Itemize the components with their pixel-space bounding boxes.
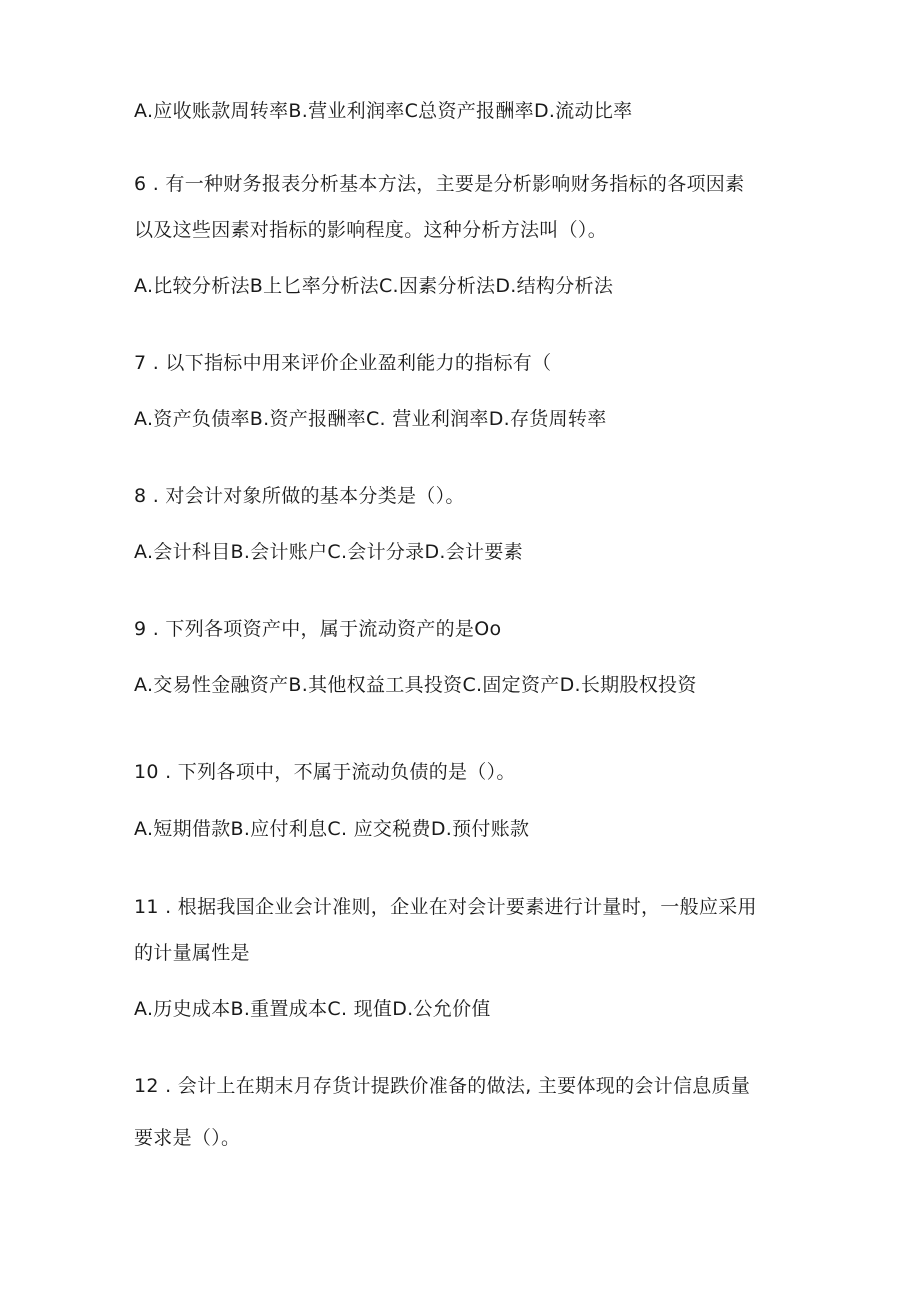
q9-stem: 9 . 下列各项资产中，属于流动资产的是Oo [134, 618, 502, 640]
q6-stem-line-1: 6 . 有一种财务报表分析基本方法，主要是分析影响财务指标的各项因素 [134, 173, 745, 195]
q12-stem-line-1: 12 . 会计上在期末月存货计提跌价准备的做法, 主要体现的会计信息质量 [134, 1075, 751, 1097]
q10-options: A.短期借款B.应付利息C. 应交税费D.预付账款 [134, 818, 530, 840]
q11-stem-line-1: 11 . 根据我国企业会计准则，企业在对会计要素进行计量时，一般应采用 [134, 896, 757, 918]
q10-stem: 10 . 下列各项中，不属于流动负债的是（）。 [134, 761, 516, 783]
q6-stem-line-2: 以及这些因素对指标的影响程度。这种分析方法叫（）。 [134, 219, 608, 241]
q12-stem-line-2: 要求是（）。 [134, 1127, 241, 1149]
q5-options: A.应收账款周转率B.营业利润率C总资产报酬率D.流动比率 [134, 100, 633, 122]
q11-stem-line-2: 的计量属性是 [134, 942, 250, 964]
q6-options: A.比较分析法B上匕率分析法C.因素分析法D.结构分析法 [134, 275, 614, 297]
q11-options: A.历史成本B.重置成本C. 现值D.公允价值 [134, 998, 491, 1020]
q8-stem: 8 . 对会计对象所做的基本分类是（）。 [134, 485, 465, 507]
q7-stem: 7 . 以下指标中用来评价企业盈利能力的指标有（ [134, 352, 552, 374]
q7-options: A.资产负债率B.资产报酬率C. 营业利润率D.存货周转率 [134, 408, 607, 430]
q9-options: A.交易性金融资产B.其他权益工具投资C.固定资产D.长期股权投资 [134, 674, 697, 696]
q8-options: A.会计科目B.会计账户C.会计分录D.会计要素 [134, 541, 523, 563]
